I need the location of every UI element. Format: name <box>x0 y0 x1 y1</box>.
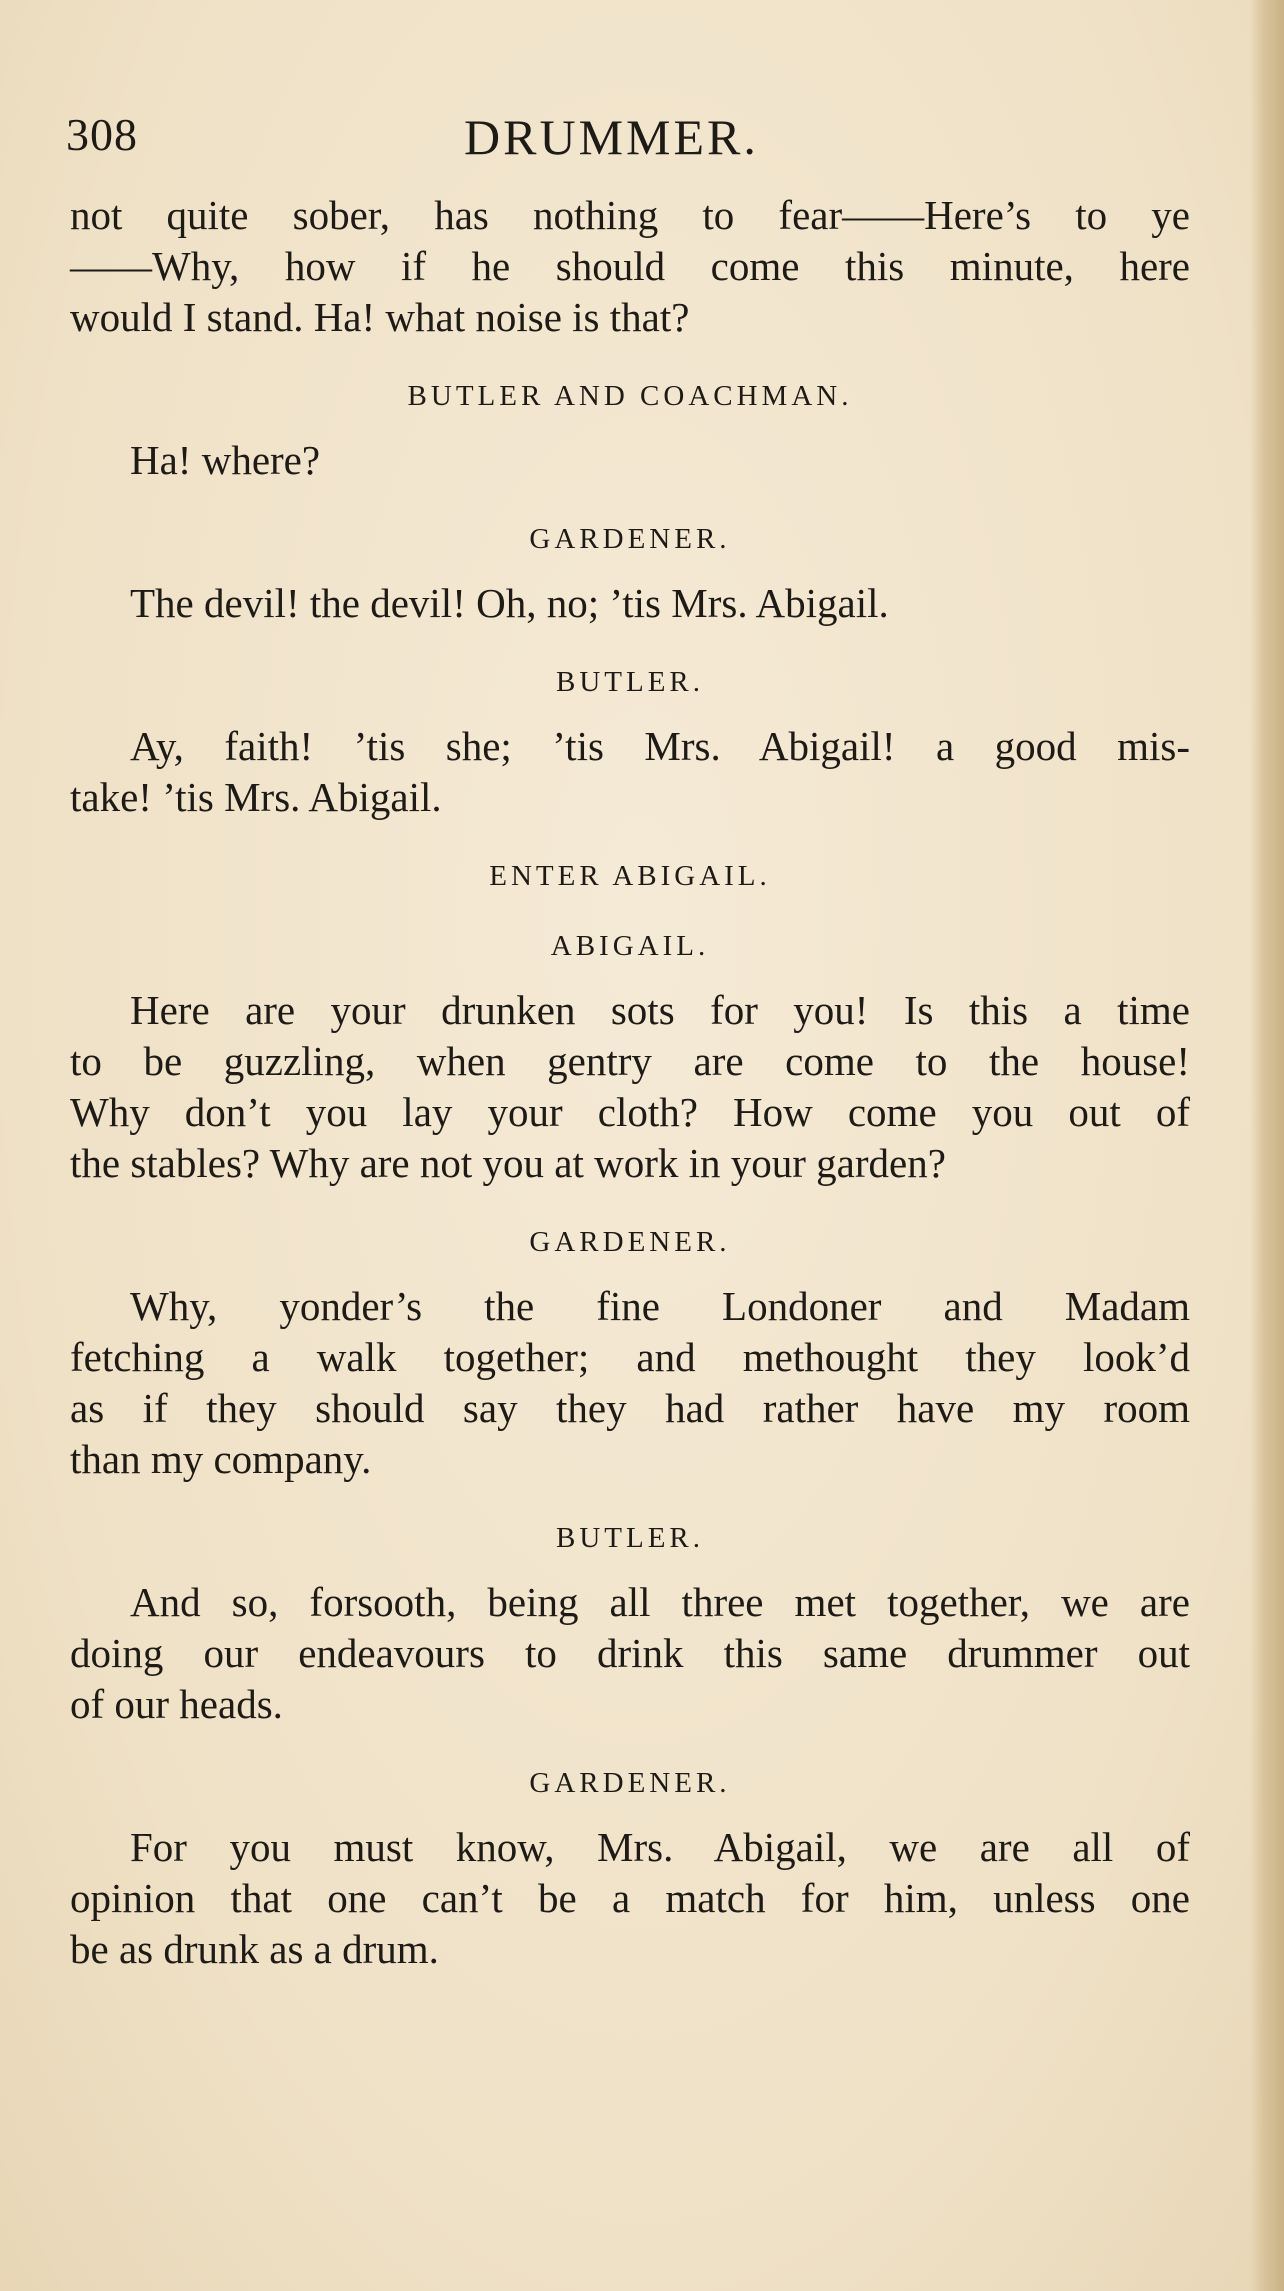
text-line: to be guzzling, when gentry are come to the house! <box>70 1038 1190 1084</box>
text-line: doing our endeavours to drink this same drummer out <box>70 1630 1190 1676</box>
text-line: the stables? Why are not you at work in your garden? <box>70 1140 946 1186</box>
text-line: opinion that one can’t be a match for him, unless one <box>70 1875 1190 1921</box>
speaker-heading: GARDENER. <box>529 1226 731 1258</box>
text-line: And so, forsooth, being all three met together, we are <box>130 1579 1190 1625</box>
text-line: Here are your drunken sots for you! Is this a time <box>130 987 1190 1033</box>
page-number: 308 <box>66 109 138 160</box>
text-line: of our heads. <box>70 1681 283 1727</box>
dialogue-paragraph <box>70 985 1190 1189</box>
text-line: Ha! where? <box>130 437 321 483</box>
speaker-heading: BUTLER AND COACHMAN. <box>407 380 853 412</box>
text-line: ——Why, how if he should come this minute, here <box>70 243 1190 289</box>
text-line: be as drunk as a drum. <box>70 1926 439 1972</box>
page-edge-shadow <box>1250 0 1284 2291</box>
speaker-heading: ABIGAIL. <box>550 930 710 962</box>
text-line: as if they should say they had rather have my room <box>70 1385 1190 1431</box>
page-text <box>70 190 1190 1975</box>
text-line: would I stand. Ha! what noise is that? <box>70 294 690 340</box>
dialogue-paragraph <box>70 1822 1190 1975</box>
text-line: Why don’t you lay your cloth? How come you out of <box>70 1089 1190 1135</box>
text-line: For you must know, Mrs. Abigail, we are all of <box>130 1824 1190 1870</box>
dialogue-paragraph <box>70 721 1190 823</box>
text-line: take! ’tis Mrs. Abigail. <box>70 774 442 820</box>
dialogue-paragraph <box>70 1281 1190 1485</box>
text-line: Why, yonder’s the fine Londoner and Madam <box>130 1283 1190 1329</box>
speaker-heading: ENTER ABIGAIL. <box>489 860 771 892</box>
text-line: The devil! the devil! Oh, no; ’tis Mrs. Abigail. <box>130 580 889 626</box>
page-header <box>66 108 1196 168</box>
speaker-heading: BUTLER. <box>555 666 705 698</box>
dialogue-paragraph <box>70 578 1190 629</box>
speaker-heading: GARDENER. <box>529 1767 731 1799</box>
dialogue-paragraph <box>70 190 1190 343</box>
speaker-heading: BUTLER. <box>555 1522 705 1554</box>
dialogue-paragraph <box>70 1577 1190 1730</box>
dialogue-paragraph <box>70 435 1190 486</box>
text-line: fetching a walk together; and methought they look’d <box>70 1334 1190 1380</box>
text-line: Ay, faith! ’tis she; ’tis Mrs. Abigail! a good mis- <box>130 723 1190 769</box>
text-line: than my company. <box>70 1436 372 1482</box>
text-line: not quite sober, has nothing to fear——Here’s to ye <box>70 192 1190 238</box>
running-head: DRUMMER. <box>464 109 759 165</box>
speaker-heading: GARDENER. <box>529 523 731 555</box>
